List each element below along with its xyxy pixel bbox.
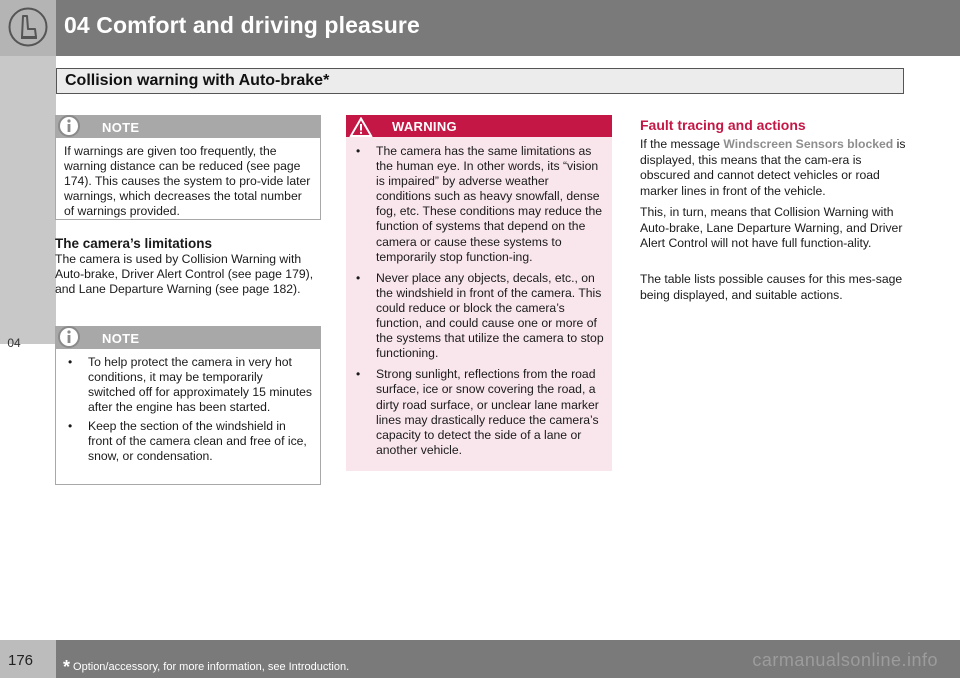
section-title: Collision warning with Auto-brake* xyxy=(65,72,330,89)
note-box-warning-distance xyxy=(55,115,321,220)
limitations-text: The camera is used by Collision Warning with Auto-brake, Driver Alert Control (see page 179), and Lane Departure Warning (see page 182). xyxy=(55,252,314,297)
list-item: • Never place any objects, decals, etc., on the windshield in front of the camera. This could reduce or block the camera’s function, and could cause one or more of the systems that utilize the camera to stop functioning. xyxy=(356,270,604,361)
display-message: Windscreen Sensors blocked xyxy=(723,137,894,151)
list-item: • Strong sunlight, reflections from the road surface, ice or snow covering the road, a dirty road surface, or unclear lane marker lines may drastically reduce the camera’s capacity to detect the side of a lane or another vehicle. xyxy=(356,367,599,457)
note-box-camera-care xyxy=(55,326,321,485)
watermark: carmanualsonline.info xyxy=(752,650,938,670)
warning-body xyxy=(346,137,612,472)
warning-label: WARNING xyxy=(392,119,457,134)
fault-paragraph-2: This, in turn, means that Collision Warning with Auto-brake, Lane Departure Warning, and Driver Alert Control will not have full function-ality. xyxy=(640,205,903,250)
page-number: 176 xyxy=(8,652,34,669)
page-number-box xyxy=(0,640,56,678)
list-item: • The camera has the same limitations as the human eye. In other words, its “vision is impaired” by adverse weather conditions such as heavy snowfall, dense fog, etc. These conditions may reduce the function of systems that depend on the camera or cause these systems to temporarily stop function-ing. xyxy=(356,144,603,264)
section-title-box xyxy=(56,68,904,94)
side-tab-label: 04 xyxy=(7,336,21,350)
note-text: If warnings are given too frequently, the warning distance can be reduced (see page 174). This causes the system to pro-vide later warnings, which decreases the total number of warnings provided. xyxy=(64,144,311,218)
note-body xyxy=(56,349,320,476)
seat-icon xyxy=(8,7,48,47)
warning-header xyxy=(346,115,612,137)
note-header xyxy=(56,327,320,349)
limitations-heading: The camera’s limitations xyxy=(55,236,213,251)
warning-box xyxy=(346,115,612,471)
footnote-star: * xyxy=(63,657,71,677)
list-item: • Keep the section of the windshield in front of the camera clean and free of ice, snow, or condensation. xyxy=(68,419,307,463)
note-header xyxy=(56,116,320,138)
list-item: • To help protect the camera in very hot conditions, it may be temporarily switched off for approximately 15 minutes after the engine has been started. xyxy=(68,355,312,414)
warning-bullet-list xyxy=(352,144,604,458)
side-chapter-tab xyxy=(0,56,56,350)
info-icon xyxy=(57,325,81,349)
footnote xyxy=(63,654,349,675)
note-bullet-list xyxy=(64,355,312,464)
fault-paragraph-3: The table lists possible causes for this mes-sage being displayed, and suitable actions. xyxy=(640,272,903,302)
note-label: NOTE xyxy=(102,120,140,135)
chapter-header xyxy=(0,0,960,56)
chapter-icon-box xyxy=(0,0,56,56)
note-label: NOTE xyxy=(102,331,140,346)
page-footer xyxy=(0,640,960,678)
warning-triangle-icon xyxy=(349,116,373,138)
info-icon xyxy=(57,114,81,138)
footnote-text: Option/accessory, for more information, see Introduction. xyxy=(73,661,350,673)
fault-heading: Fault tracing and actions xyxy=(640,117,806,133)
chapter-title: 04 Comfort and driving pleasure xyxy=(64,12,420,38)
fault-paragraph-1: If the message Windscreen Sensors blocked is displayed, this means that the cam-era is obscured and cannot detect vehicles or road marker lines in front of the vehicle. xyxy=(640,137,906,198)
